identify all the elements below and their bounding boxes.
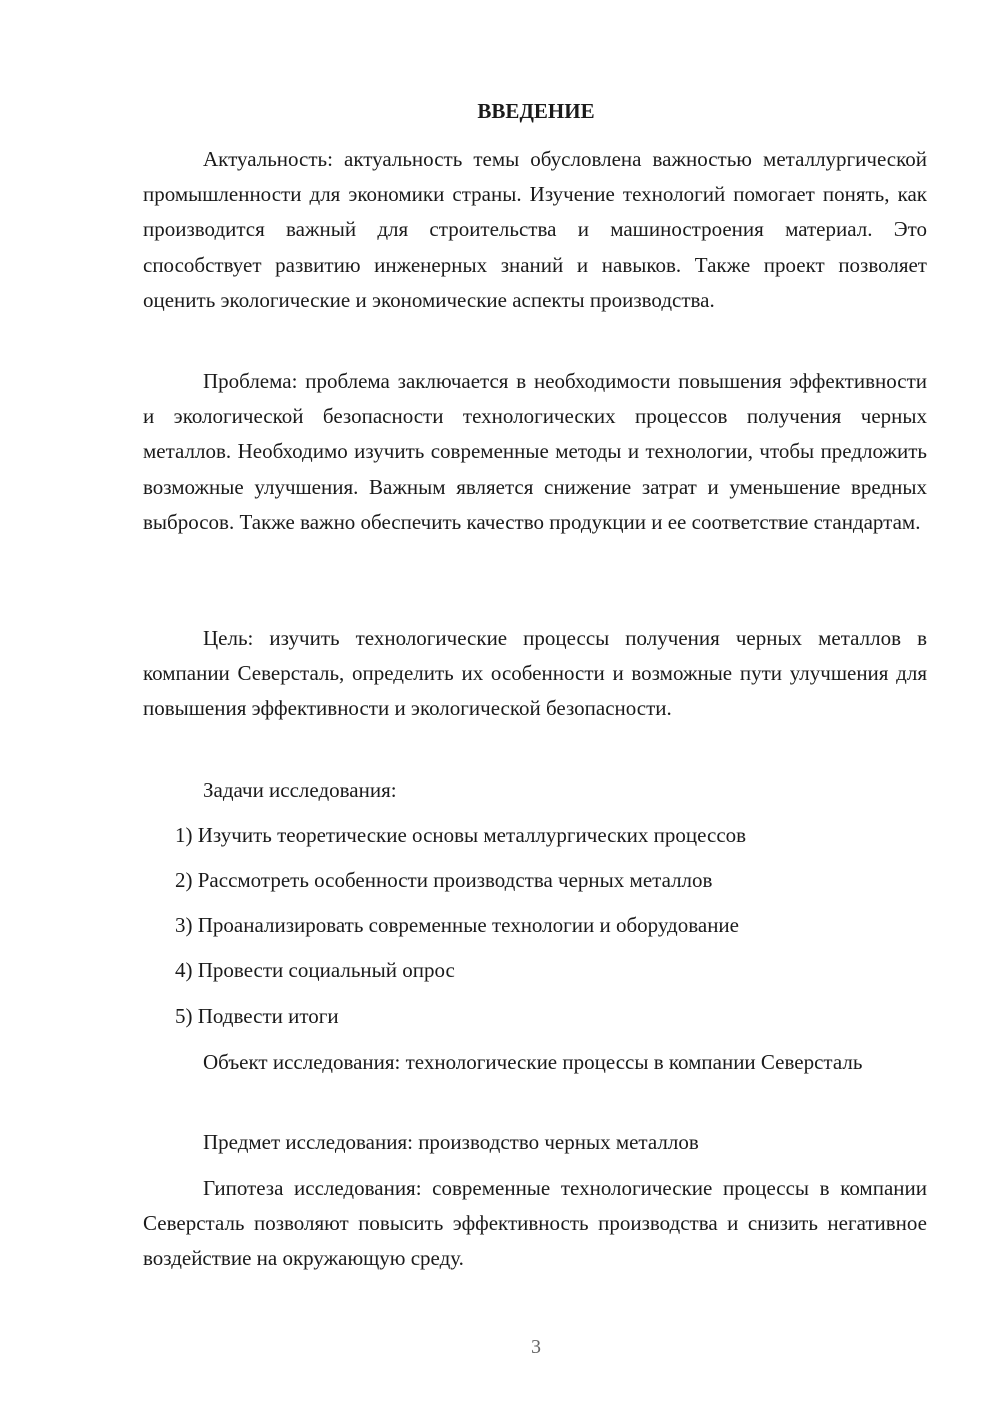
page-number: 3 (531, 1336, 541, 1358)
relevance-paragraph: Актуальность: актуальность темы обусловлена важностью металлургической промышленности для экономики страны. Изучение технологий помогает понять, как производится важный для строительства и машиностроения материал. Это способствует развитию инженерных знаний и навыков. Также проект позволяет оценить экологические и экономические аспекты производства. (143, 147, 927, 312)
task-item-2: 2) Рассмотреть особенности производства черных металлов (175, 868, 713, 892)
subject-paragraph: Предмет исследования: производство черных металлов (203, 1130, 699, 1154)
problem-paragraph: Проблема: проблема заключается в необходимости повышения эффективности и экологической безопасности технологических процессов получения черных металлов. Необходимо изучить современные методы и технологии, чтобы предложить возможные улучшения. Важным является снижение затрат и уменьшение вредных выбросов. Также важно обеспечить качество продукции и ее соответствие стандартам. (143, 369, 927, 534)
task-item-4: 4) Провести социальный опрос (175, 958, 455, 982)
task-item-5: 5) Подвести итоги (175, 1004, 339, 1028)
object-paragraph: Объект исследования: технологические процессы в компании Северсталь (203, 1050, 863, 1074)
section-heading: ВВЕДЕНИЕ (477, 99, 595, 123)
task-item-1: 1) Изучить теоретические основы металлургических процессов (175, 823, 747, 847)
goal-paragraph: Цель: изучить технологические процессы получения черных металлов в компании Северсталь, определить их особенности и возможные пути улучшения для повышения эффективности и экологической безопасности. (143, 626, 927, 721)
hypothesis-paragraph: Гипотеза исследования: современные технологические процессы в компании Северсталь позволяют повысить эффективность производства и снизить негативное воздействие на окружающую среду. (143, 1176, 927, 1271)
tasks-label: Задачи исследования: (203, 778, 397, 802)
task-item-3: 3) Проанализировать современные технологии и оборудование (175, 913, 739, 937)
